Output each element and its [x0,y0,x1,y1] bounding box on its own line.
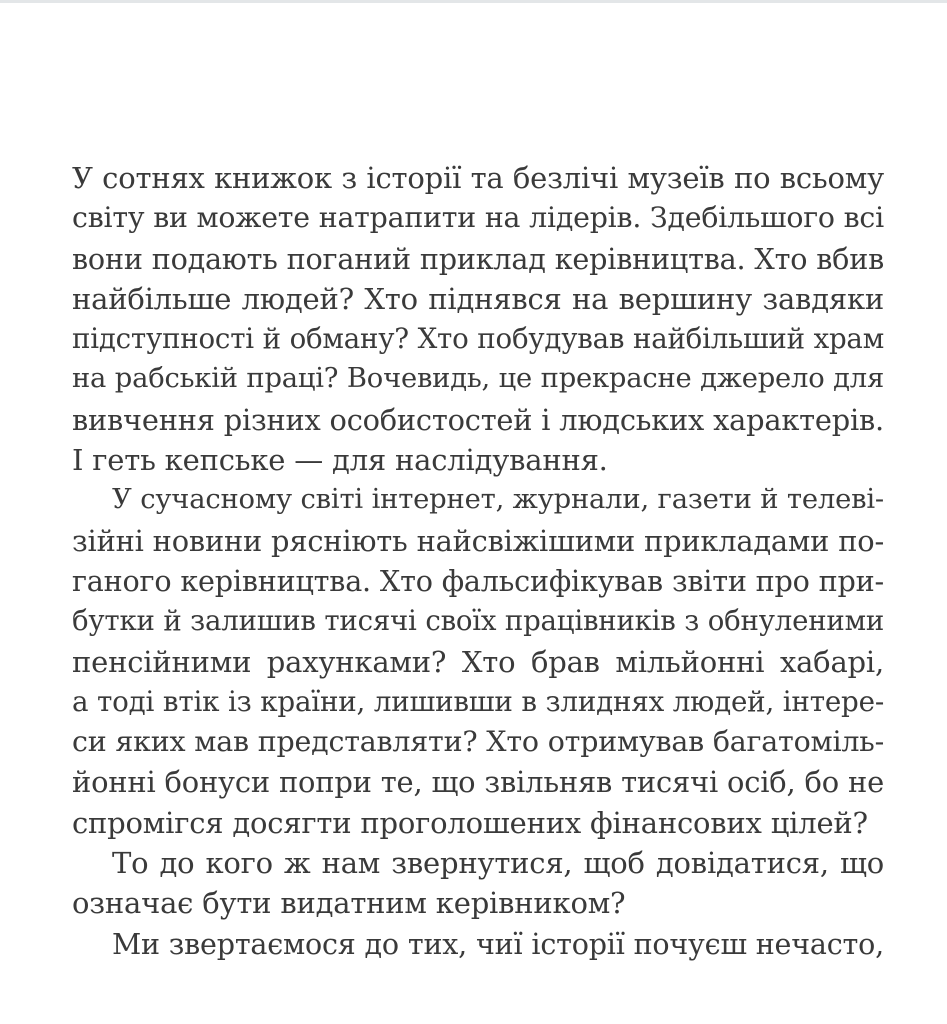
text-line: У сотнях книжок з історії та безлічі музеїв по всьому [72,161,884,195]
text-line: бутки й залишив тисячі своїх працівників з обнуленими [72,604,884,638]
text-line: ганого керівництва. Хто фальсифікував звіти про при- [72,563,884,598]
text-line: си яких мав представляти? Хто отримував багатоміль- [72,725,884,759]
text-line: пенсійними рахунками? Хто брав мільйонні хабарі, [72,644,884,679]
text-line: підступності й обману? Хто побудував найбільший храм [72,322,884,356]
text-line: найбільше людей? Хто піднявся на вершину завдяки [72,281,884,316]
text-line: зійні новини рясніють найсвіжішими прикладами по- [72,523,884,558]
text-line: означає бути видатним керівником? [72,886,626,921]
text-line: світу ви можете натрапити на лідерів. Здебільшого всі [72,201,884,235]
text-line: Ми звертаємося до тих, чиї історії почуєш нечасто, [112,926,884,961]
text-line: І геть кепське — для наслідування. [72,443,608,478]
text-line: йонні бонуси попри те, що звільняв тисячі осіб, бо не [72,765,884,800]
top-divider [0,0,947,3]
text-line: спромігся досягти проголошених фінансових цілей? [72,805,868,840]
text-line: вони подають поганий приклад керівництва. Хто вбив [72,241,884,276]
text-line: а тоді втік із країни, лишивши в злиднях людей, інтере- [72,684,884,718]
text-line: на рабській праці? Вочевидь, це прекрасне джерело для [72,363,884,395]
text-line: У сучасному світі інтернет, журнали, газети й телеві- [112,484,884,516]
text-line: вивчення різних особистостей і людських характерів. [72,402,884,437]
body-text [72,158,884,964]
text-line: То до кого ж нам звернутися, щоб довідатися, що [112,846,884,881]
